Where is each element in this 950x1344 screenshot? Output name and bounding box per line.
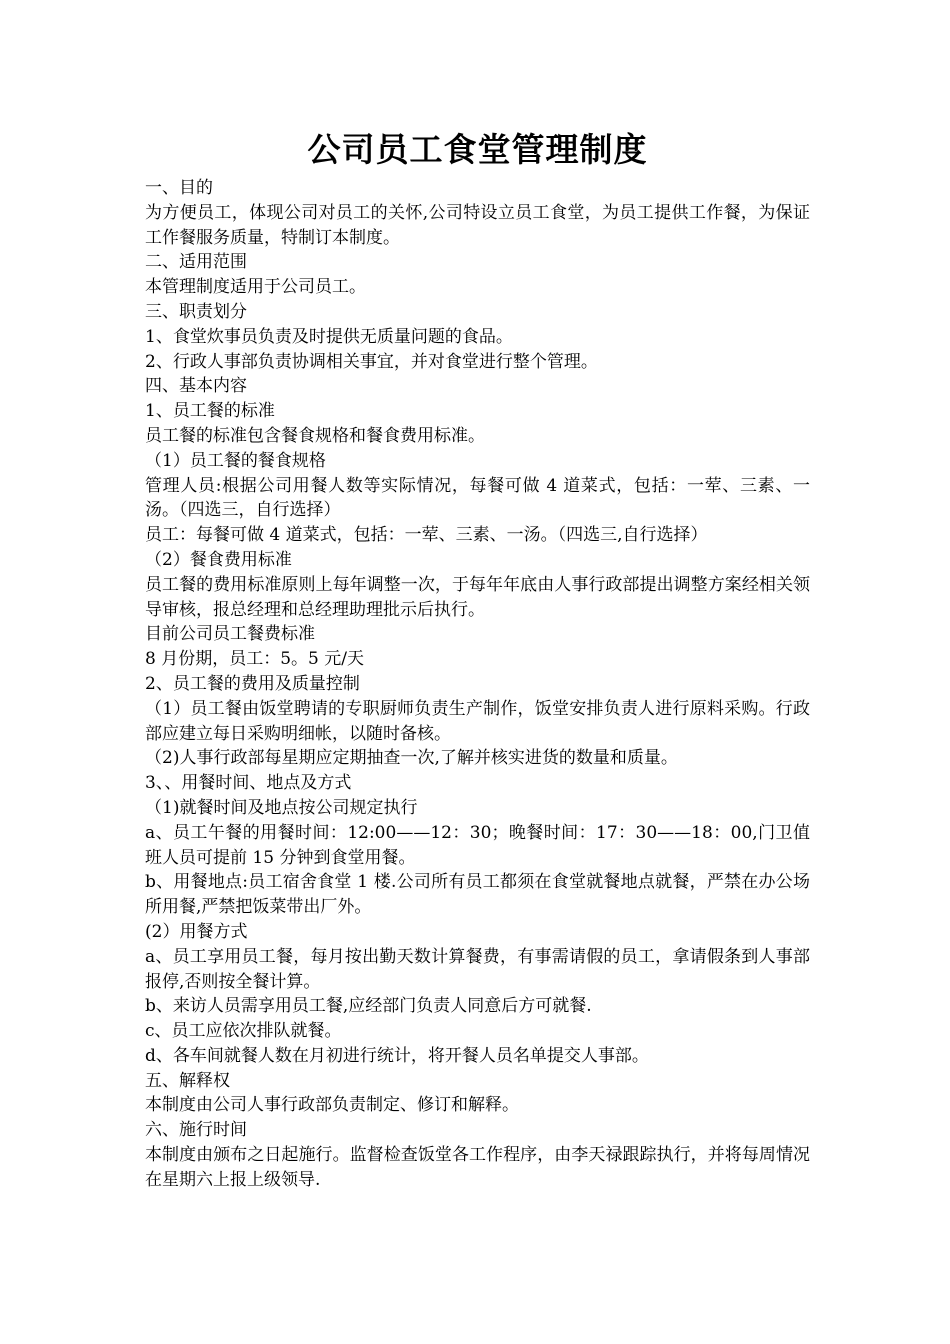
paragraph: a、员工午餐的用餐时间：12:00——12：30；晚餐时间：17：30——18：00,门卫值班人员可提前 15 分钟到食堂用餐。 bbox=[145, 822, 810, 868]
paragraph: b、用餐地点:员工宿舍食堂 1 楼.公司所有员工都须在食堂就餐地点就餐，严禁在办公场所用餐,严禁把饭菜带出厂外。 bbox=[145, 872, 810, 918]
subheading: （2）餐食费用标准 bbox=[145, 549, 292, 570]
paragraph: 目前公司员工餐费标准 bbox=[145, 624, 315, 645]
paragraph: 2、行政人事部负责协调相关事宜，并对食堂进行整个管理。 bbox=[145, 351, 598, 372]
paragraph: 本制度由颁布之日起施行。监督检查饭堂各工作程序，由李天禄跟踪执行，并将每周情况在星期六上报上级领导. bbox=[145, 1145, 810, 1190]
subheading: 1、员工餐的标准 bbox=[145, 401, 275, 422]
subheading: 2、员工餐的费用及质量控制 bbox=[145, 673, 360, 694]
paragraph: d、各车间就餐人数在月初进行统计，将开餐人员名单提交人事部。 bbox=[145, 1045, 649, 1066]
paragraph: 1、食堂炊事员负责及时提供无质量问题的食品。 bbox=[145, 326, 513, 347]
paragraph: 员工餐的标准包含餐食规格和餐食费用标准。 bbox=[145, 425, 485, 446]
paragraph: 本管理制度适用于公司员工。 bbox=[145, 277, 366, 298]
subheading: 3、、用餐时间、地点及方式 bbox=[145, 773, 352, 794]
subheading: （1)就餐时间及地点按公司规定执行 bbox=[145, 797, 418, 818]
paragraph: 为方便员工，体现公司对员工的关怀,公司特设立员工食堂，为员工提供工作餐，为保证工作餐服务质量，特制订本制度。 bbox=[145, 202, 810, 248]
section-heading-interpretation: 五、解释权 bbox=[145, 1070, 230, 1091]
paragraph: 8 月份期，员工：5。5 元/天 bbox=[145, 649, 364, 670]
section-heading-purpose: 一、目的 bbox=[145, 178, 213, 198]
paragraph: （1）员工餐由饭堂聘请的专职厨师负责生产制作，饭堂安排负责人进行原料采购。行政部应建立每日采购明细帐，以随时备核。 bbox=[145, 698, 810, 744]
section-heading-content: 四、基本内容 bbox=[145, 376, 247, 397]
document-title: 公司员工食堂管理制度 bbox=[307, 130, 648, 169]
subheading: （1）员工餐的餐食规格 bbox=[145, 450, 326, 471]
paragraph: （2)人事行政部每星期应定期抽查一次,了解并核实进货的数量和质量。 bbox=[145, 748, 678, 769]
paragraph: 本制度由公司人事行政部负责制定、修订和解释。 bbox=[145, 1095, 519, 1116]
section-heading-responsibilities: 三、职责划分 bbox=[145, 301, 247, 322]
paragraph: a、员工享用员工餐，每月按出勤天数计算餐费，有事需请假的员工，拿请假条到人事部报停,否则按全餐计算。 bbox=[145, 946, 810, 992]
paragraph: 员工餐的费用标准原则上每年调整一次，于每年年底由人事行政部提出调整方案经相关领导审核，报总经理和总经理助理批示后执行。 bbox=[145, 574, 810, 620]
paragraph: b、来访人员需享用员工餐,应经部门负责人同意后方可就餐. bbox=[145, 996, 592, 1017]
section-heading-effective-date: 六、施行时间 bbox=[145, 1120, 247, 1141]
document-page bbox=[145, 128, 810, 1193]
paragraph: 管理人员:根据公司用餐人数等实际情况，每餐可做 4 道菜式，包括：一荤、三素、一汤。（四选三，自行选择） bbox=[145, 475, 810, 521]
section-heading-scope: 二、适用范围 bbox=[145, 252, 247, 273]
paragraph: 员工：每餐可做 4 道菜式，包括：一荤、三素、一汤。（四选三,自行选择） bbox=[145, 525, 708, 546]
paragraph: c、员工应依次排队就餐。 bbox=[145, 1021, 342, 1042]
subheading: (2）用餐方式 bbox=[145, 921, 248, 942]
document-body bbox=[145, 176, 810, 1193]
